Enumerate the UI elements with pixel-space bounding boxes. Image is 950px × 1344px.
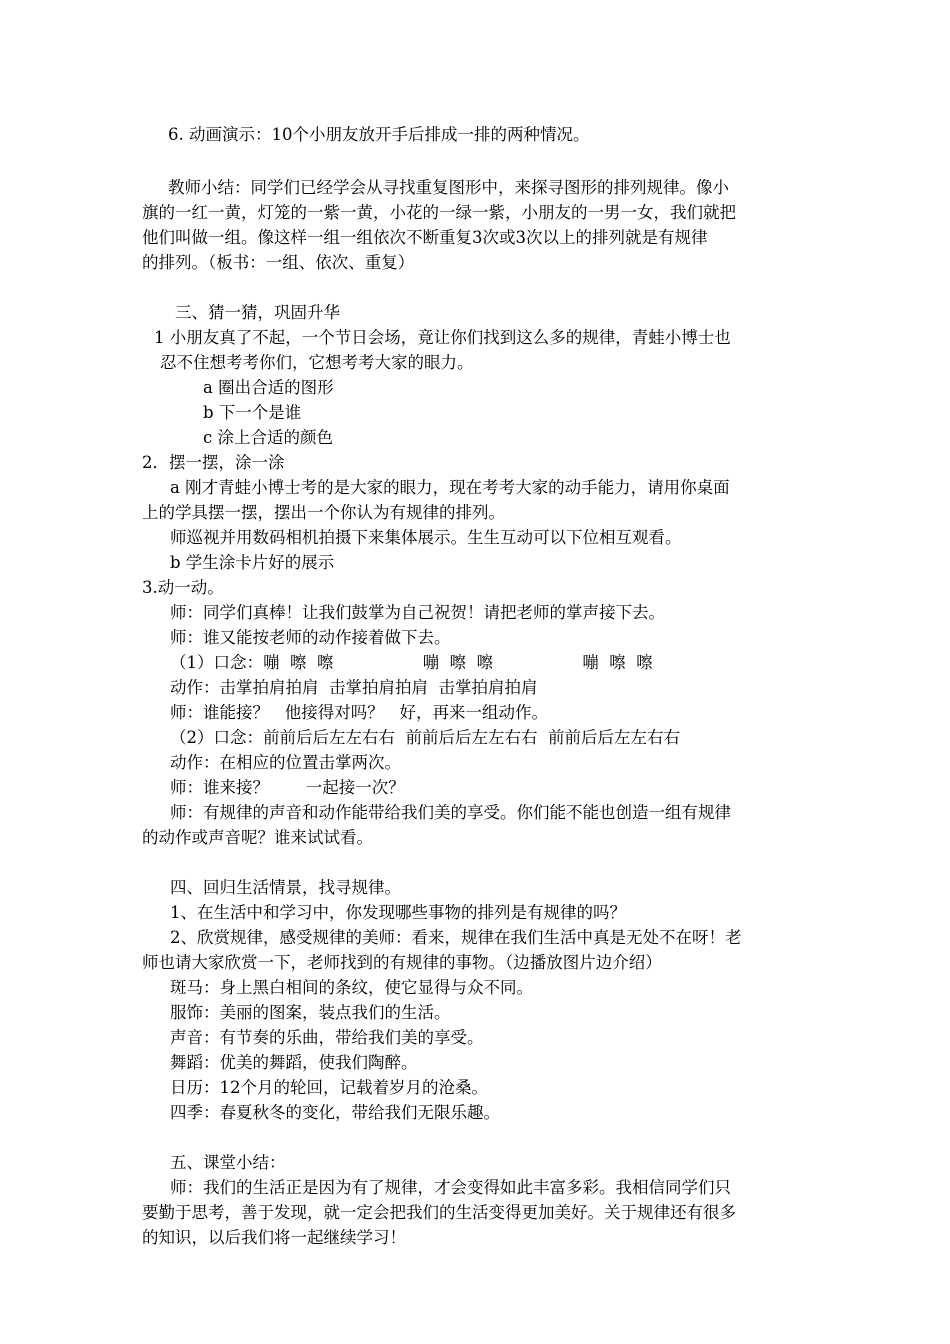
step-6-animation: 6. 动画演示：10个小朋友放开手后排成一排的两种情况。 — [168, 125, 590, 144]
section-4-item-2-line-1: 2、欣赏规律，感受规律的美师：看来，规律在我们生活中真是无处不在呀！老 — [170, 928, 742, 947]
sub-item-b: b 下一个是谁 — [203, 403, 302, 422]
example-sound: 声音：有节奏的乐曲，带给我们美的享受。 — [170, 1028, 484, 1047]
section-5-heading: 五、课堂小结： — [170, 1153, 286, 1172]
example-zebra: 斑马：身上黑白相间的条纹，使它显得与众不同。 — [170, 978, 533, 997]
sub-item-c: c 涂上合适的颜色 — [203, 428, 333, 447]
example-dance: 舞蹈：优美的舞蹈，使我们陶醉。 — [170, 1053, 418, 1072]
section-4-heading: 四、回归生活情景，找寻规律。 — [170, 878, 401, 897]
item-2a-line-1: a 刚才青蛙小博士考的是大家的眼力，现在考考大家的动手能力，请用你桌面 — [170, 478, 730, 497]
item-2-heading: 2．摆一摆，涂一涂 — [142, 453, 285, 472]
dialogue-3: 师：谁能接？ 他接得对吗？ 好，再来一组动作。 — [170, 703, 548, 722]
dialogue-4: 师：谁来接？ 一起接一次？ — [170, 778, 405, 797]
section-4-item-2-line-2: 师也请大家欣赏一下，老师找到的有规律的事物。（边播放图片边介绍） — [142, 953, 662, 972]
dialogue-1: 师：同学们真棒！让我们鼓掌为自己祝贺！请把老师的掌声接下去。 — [170, 603, 665, 622]
example-seasons: 四季：春夏秋冬的变化，带给我们无限乐趣。 — [170, 1103, 500, 1122]
summary-line-4: 的排列。（板书：一组、依次、重复） — [142, 253, 415, 272]
sub-item-a: a 圈出合适的图形 — [203, 378, 334, 397]
item-2a-line-3: 师巡视并用数码相机拍摄下来集体展示。生生互动可以下位相互观看。 — [170, 528, 682, 547]
example-clothing: 服饰：美丽的图案，装点我们的生活。 — [170, 1003, 451, 1022]
chant-1: （1）口念：嘣 嚓 嚓 嘣 嚓 嚓 嘣 嚓 嚓 — [170, 653, 653, 672]
section-4-item-1: 1、在生活中和学习中，你发现哪些事物的排列是有规律的吗？ — [170, 903, 626, 922]
item-2b: b 学生涂卡片好的展示 — [170, 553, 335, 572]
item-2a-line-2: 上的学具摆一摆，摆出一个你认为有规律的排列。 — [142, 503, 505, 522]
item-1-line-2: 忍不住想考考你们，它想考考大家的眼力。 — [160, 353, 474, 372]
item-3-heading: 3.动一动。 — [142, 578, 224, 597]
dialogue-5-line-1: 师：有规律的声音和动作能带给我们美的享受。你们能不能也创造一组有规律 — [170, 803, 731, 822]
closing-line-3: 的知识，以后我们将一起继续学习！ — [142, 1228, 406, 1247]
summary-line-2: 旗的一红一黄，灯笼的一紫一黄，小花的一绿一紫，小朋友的一男一女，我们就把 — [142, 203, 736, 222]
dialogue-2: 师：谁又能按老师的动作接着做下去。 — [170, 628, 451, 647]
item-1-line-1: 1 小朋友真了不起，一个节日会场，竟让你们找到这么多的规律，青蛙小博士也 — [154, 328, 731, 347]
closing-line-1: 师：我们的生活正是因为有了规律，才会变得如此丰富多彩。我相信同学们只 — [170, 1178, 731, 1197]
section-3-heading: 三、猜一猜，巩固升华 — [175, 303, 340, 322]
summary-line-1: 教师小结：同学们已经学会从寻找重复图形中，来探寻图形的排列规律。像小 — [168, 178, 729, 197]
chant-2: （2）口念：前前后后左左右右 前前后后左左右右 前前后后左左右右 — [170, 728, 680, 747]
summary-line-3: 他们叫做一组。像这样一组一组依次不断重复3次或3次以上的排列就是有规律 — [142, 228, 708, 247]
dialogue-5-line-2: 的动作或声音呢？谁来试试看。 — [142, 828, 373, 847]
closing-line-2: 要勤于思考，善于发现，就一定会把我们的生活变得更加美好。关于规律还有很多 — [142, 1203, 736, 1222]
action-2: 动作：在相应的位置击掌两次。 — [170, 753, 401, 772]
action-1: 动作：击掌拍肩拍肩 击掌拍肩拍肩 击掌拍肩拍肩 — [170, 678, 538, 697]
example-calendar: 日历：12个月的轮回，记载着岁月的沧桑。 — [170, 1078, 488, 1097]
